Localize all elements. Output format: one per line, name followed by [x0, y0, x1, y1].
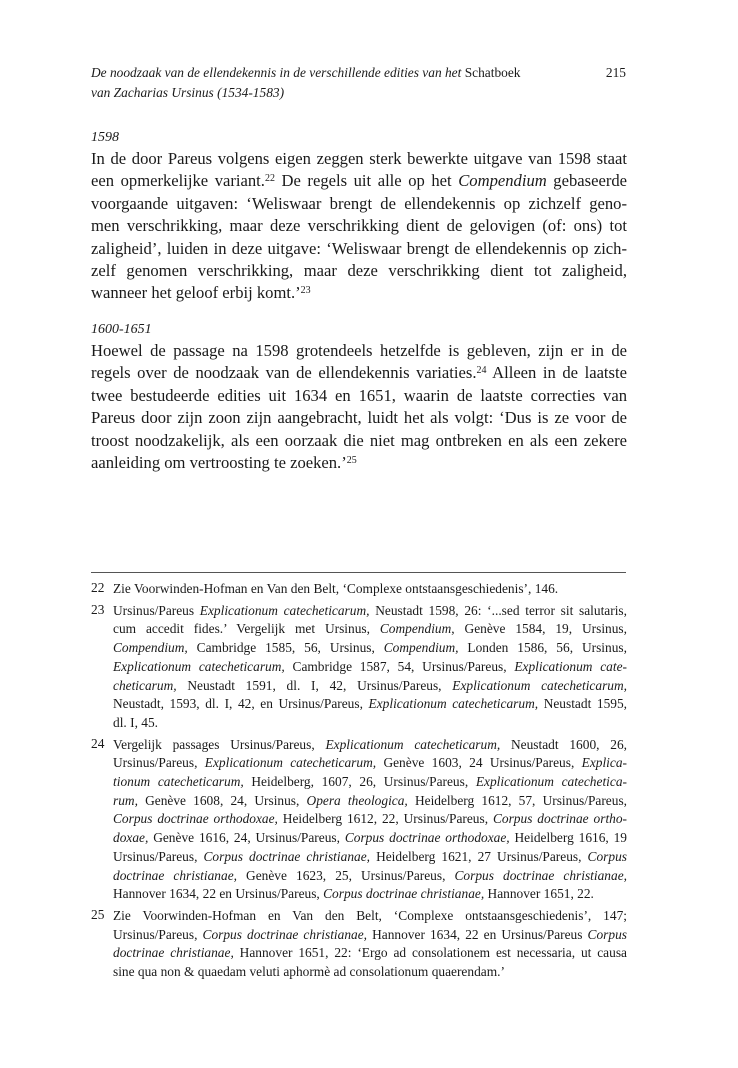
- footnote-line: Ursinus/Pareus, Corpus doctrinae christianae, Hannover 1634, 22 en Ursinus/Pareus Corpus: [113, 926, 627, 942]
- footnote: [91, 580, 627, 599]
- text-line: wanneer het geloof erbij komt.’$^{23}$: [91, 283, 311, 303]
- section-1600-1651: [91, 320, 627, 474]
- footnote-line: Corpus doctrinae orthodoxae, Heidelberg 1612, 22, Ursinus/Pareus, Corpus doctrinae ortho-: [113, 811, 628, 827]
- footnote-ref[interactable]: 22: [264, 173, 275, 185]
- footnote-line: dl. I, 45.: [113, 714, 159, 730]
- footnote-line: Ursinus/Pareus Explicationum catecheticarum, Neustadt 1598, 26: ‘...sed terror sit salutaris,: [113, 602, 627, 618]
- footnote-line: Ursinus/Pareus, Corpus doctrinae christianae, Heidelberg 1621, 27 Ursinus/Pareus, Corpus: [113, 848, 627, 864]
- running-title-upright: Schatboek: [464, 65, 521, 80]
- footnote-line: Ursinus/Pareus, Explicationum catecheticarum, Genève 1603, 24 Ursinus/Pareus, Explica-: [113, 755, 627, 771]
- footnote-line: Explicationum catecheticarum, Cambridge 1587, 54, Ursinus/Pareus, Explicationum cate-: [113, 658, 627, 674]
- footnote-line: Zie Voorwinden-Hofman en Van den Belt, ‘Complexe ontstaansgeschiedenis’, 146.: [113, 581, 559, 596]
- footnote-line: Zie Voorwinden-Hofman en Van den Belt, ‘Complexe ontstaansgeschiedenis’, 147;: [113, 907, 627, 923]
- text-line: aanleiding om vertroosting te zoeken.’$^{25}$: [91, 453, 357, 473]
- footnote-ref[interactable]: 24: [476, 365, 487, 377]
- text-line: regels over de noodzaak van de ellendekennis variaties.$^{24}$ Alleen in de laatste: [91, 363, 627, 383]
- section-title: 1600-1651: [91, 322, 152, 337]
- running-title-italic: De noodzaak van de ellendekennis in de verschillende edities van het: [91, 65, 462, 80]
- footnote-number: 23: [91, 601, 105, 617]
- footnote-line: doctrinae christianae, Genève 1623, 25, Ursinus/Pareus, Corpus doctrinae christianae,: [113, 867, 627, 883]
- page-number: 215: [605, 65, 626, 80]
- footnote-line: cheticarum, Neustadt 1591, dl. I, 42, Ursinus/Pareus, Explicationum catecheticarum,: [113, 677, 627, 693]
- section-body: [91, 148, 627, 305]
- text-line: zelf genomen verschrikking, maar deze verschrikking dient tot zaligheid,: [91, 261, 627, 281]
- text-line: zaligheid’, luiden in deze uitgave: ‘Weliswaar brengt de ellendekennis op zich-: [91, 238, 627, 258]
- section-1598: [91, 128, 627, 305]
- section-body: [91, 340, 627, 474]
- text-line: Hoewel de passage na 1598 grotendeels hetzelfde is gebleven, zijn er in de: [91, 341, 627, 360]
- footnote-line: Vergelijk passages Ursinus/Pareus, Explicationum catecheticarum, Neustadt 1600, 26,: [113, 736, 628, 752]
- footnote-number: 25: [91, 906, 105, 922]
- footnote-ref[interactable]: 25: [346, 455, 357, 467]
- text-line: een opmerkelijke variant.$^{22}$ De regels uit alle op het Compendium gebaseerde: [91, 171, 628, 191]
- footnote-ref[interactable]: 23: [300, 285, 311, 297]
- running-header: [91, 63, 629, 103]
- footnote-number: 24: [91, 735, 105, 751]
- footnote: [91, 602, 627, 733]
- footnote: [91, 736, 627, 904]
- running-title-line-2: van Zacharias Ursinus (1534-1583): [91, 85, 285, 100]
- text-line: voorgaande uitgaven: ‘Weliswaar brengt de ellendekennis op zichzelf geno-: [91, 193, 627, 213]
- footnote-separator: [91, 572, 626, 573]
- footnote-line: Neustadt, 1593, dl. I, 42, en Ursinus/Pareus, Explicationum catecheticarum, Neustadt 1595,: [113, 696, 627, 712]
- section-title: 1598: [91, 130, 119, 145]
- footnote-line: tionum catecheticarum, Heidelberg, 1607, 26, Ursinus/Pareus, Explicationum catechetica-: [113, 774, 627, 790]
- text-line: troost noodzakelijk, als een oorzaak die niet mag ontbreken en als een zekere: [91, 430, 627, 450]
- footnote-line: cum accedit fides.’ Vergelijk met Ursinus, Compendium, Genève 1584, 19, Ursinus,: [113, 621, 627, 637]
- footnotes: [91, 580, 627, 985]
- text-line: In de door Pareus volgens eigen zeggen sterk bewerkte uitgave van 1598 staat: [91, 149, 627, 168]
- footnote-line: doxae, Genève 1616, 24, Ursinus/Pareus, Corpus doctrinae orthodoxae, Heidelberg 1616, 19: [113, 830, 628, 846]
- footnote-line: Compendium, Cambridge 1585, 56, Ursinus, Compendium, Londen 1586, 56, Ursinus,: [113, 640, 627, 656]
- text-line: Pareus door zijn zoon zijn aangebracht, luidt het als volgt: ‘Dus is ze voor de: [91, 408, 627, 428]
- footnote-number: 22: [91, 580, 105, 595]
- footnote-line: sine qua non & quaedam veluti aphormè ad consolationum quaerendam.’: [113, 964, 505, 980]
- footnote-line: Hannover 1634, 22 en Ursinus/Pareus, Corpus doctrinae christianae, Hannover 1651, 22.: [113, 886, 594, 902]
- footnote-line: doctrinae christianae, Hannover 1651, 22: ‘Ergo ad consolationem est necessaria, ut causa: [113, 945, 627, 961]
- text-line: twee bestudeerde edities uit 1634 en 1651, waarin de laatste correcties van: [91, 385, 627, 405]
- footnote: [91, 907, 627, 982]
- running-title-line-1: [91, 63, 629, 83]
- text-line: men verschrikking, maar deze verschrikking dient de gelovigen (of: ons) tot: [91, 216, 627, 236]
- footnote-line: rum, Genève 1608, 24, Ursinus, Opera theologica, Heidelberg 1612, 57, Ursinus/Pareus,: [113, 792, 627, 808]
